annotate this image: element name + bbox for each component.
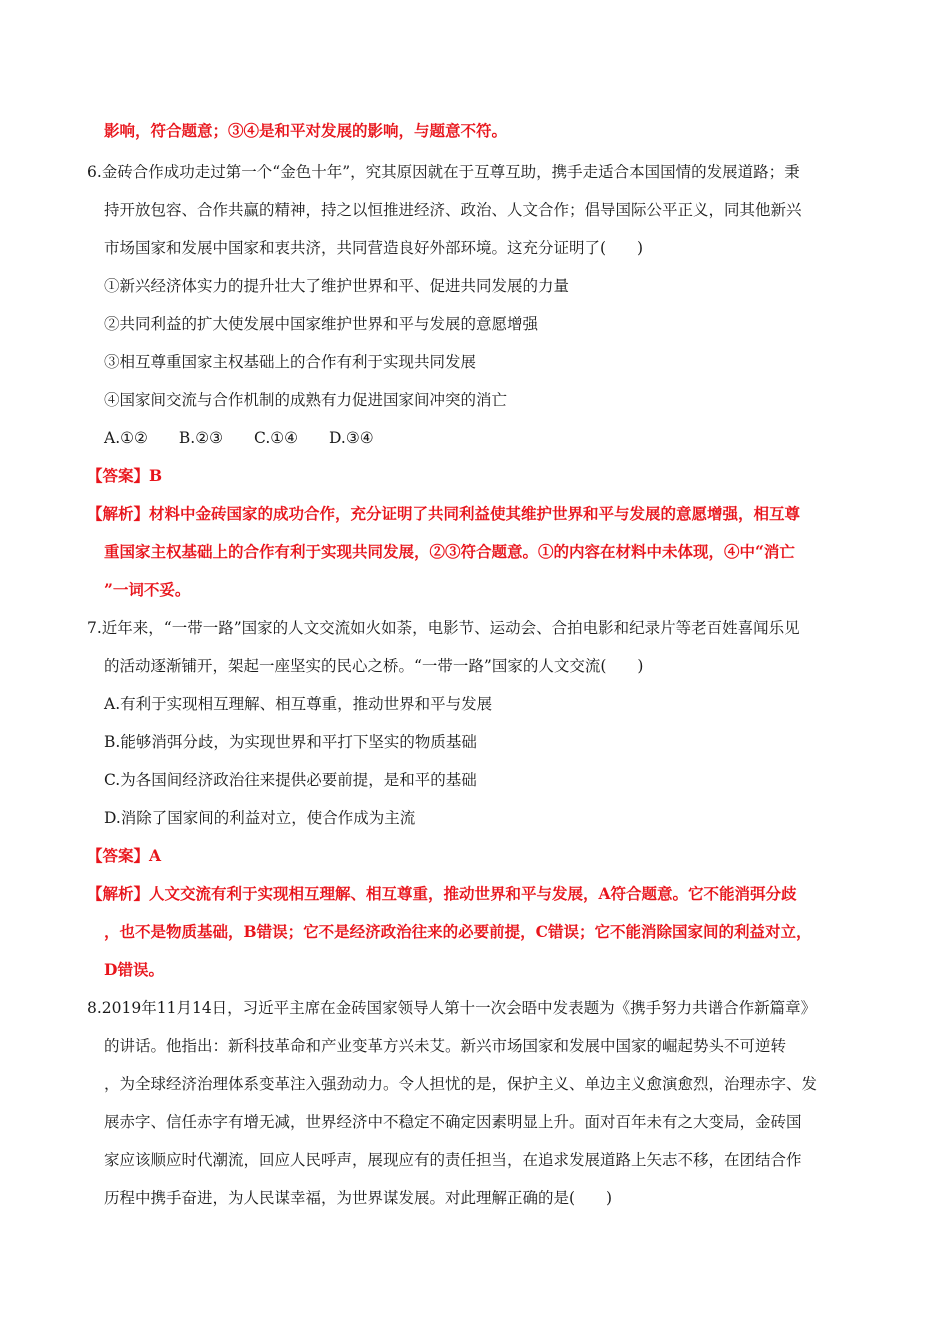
q6-statement-1: ①新兴经济体实力的提升壮大了维护世界和平、促进共同发展的力量: [104, 277, 570, 295]
q6-analysis-line-2: 重国家主权基础上的合作有利于实现共同发展，②③符合题意。①的内容在材料中未体现，④中“消亡: [104, 542, 795, 561]
q8-stem-line-4: 展赤字、信任赤字有增无减，世界经济中不稳定不确定因素明显上升。面对百年未有之大变局，金砖国: [104, 1113, 802, 1131]
q7-option-c: C.为各国间经济政治往来提供必要前提，是和平的基础: [104, 771, 477, 789]
q7-answer: 【答案】A: [87, 846, 162, 865]
continuation-analysis-line: 影响，符合题意；③④是和平对发展的影响，与题意不符。: [104, 121, 508, 140]
q6-statement-4: ④国家间交流与合作机制的成熟有力促进国家间冲突的消亡: [104, 391, 508, 409]
q7-analysis-line-2: ，也不是物质基础，B错误；它不是经济政治往来的必要前提，C错误；它不能消除国家间的利益对立，: [104, 922, 812, 941]
q8-stem-line-3: ，为全球经济治理体系变革注入强劲动力。令人担忧的是，保护主义、单边主义愈演愈烈，治理赤字、发: [104, 1075, 818, 1093]
q6-statement-2: ②共同利益的扩大使发展中国家维护世界和平与发展的意愿增强: [104, 315, 539, 333]
q8-stem-line-5: 家应该顺应时代潮流，回应人民呼声，展现应有的责任担当，在追求发展道路上矢志不移，在团结合作: [104, 1151, 802, 1169]
q6-stem-line-1: 6.金砖合作成功走过第一个“金色十年”，究其原因就在于互尊互助，携手走适合本国国情的发展道路；秉: [87, 163, 800, 181]
q7-stem-line-1: 7.近年来，“一带一路”国家的人文交流如火如荼，电影节、运动会、合拍电影和纪录片等老百姓喜闻乐见: [87, 619, 800, 637]
q6-statement-3: ③相互尊重国家主权基础上的合作有利于实现共同发展: [104, 353, 477, 371]
q7-option-a: A.有利于实现相互理解、相互尊重，推动世界和平与发展: [104, 695, 493, 713]
q6-analysis-line-1: 【解析】材料中金砖国家的成功合作，充分证明了共同利益使其维护世界和平与发展的意愿增强，相互尊: [87, 504, 801, 523]
q7-option-d: D.消除了国家间的利益对立，使合作成为主流: [104, 809, 416, 827]
q7-analysis-line-1: 【解析】人文交流有利于实现相互理解、相互尊重，推动世界和平与发展，A符合题意。它不能消弭分歧: [87, 884, 797, 903]
q7-stem-line-2: 的活动逐渐铺开，架起一座坚实的民心之桥。“一带一路”国家的人文交流( ): [104, 657, 644, 675]
q7-option-b: B.能够消弭分歧，为实现世界和平打下坚实的物质基础: [104, 733, 477, 751]
q8-stem-line-6: 历程中携手奋进，为人民谋幸福，为世界谋发展。对此理解正确的是( ): [104, 1189, 613, 1207]
q6-options: A.①② B.②③ C.①④ D.③④: [104, 429, 374, 447]
q7-analysis-line-3: D错误。: [104, 960, 164, 979]
q6-stem-line-3: 市场国家和发展中国家和衷共济，共同营造良好外部环境。这充分证明了( ): [104, 239, 644, 257]
q6-answer: 【答案】B: [87, 466, 163, 485]
q8-stem-line-1: 8.2019年11月14日，习近平主席在金砖国家领导人第十一次会晤中发表题为《携手努力共谱合作新篇章》: [87, 999, 817, 1017]
q6-stem-line-2: 持开放包容、合作共赢的精神，持之以恒推进经济、政治、人文合作；倡导国际公平正义，同其他新兴: [104, 201, 802, 219]
q8-stem-line-2: 的讲话。他指出：新科技革命和产业变革方兴未艾。新兴市场国家和发展中国家的崛起势头不可逆转: [104, 1037, 787, 1055]
q6-analysis-line-3: ”一词不妥。: [104, 580, 191, 599]
